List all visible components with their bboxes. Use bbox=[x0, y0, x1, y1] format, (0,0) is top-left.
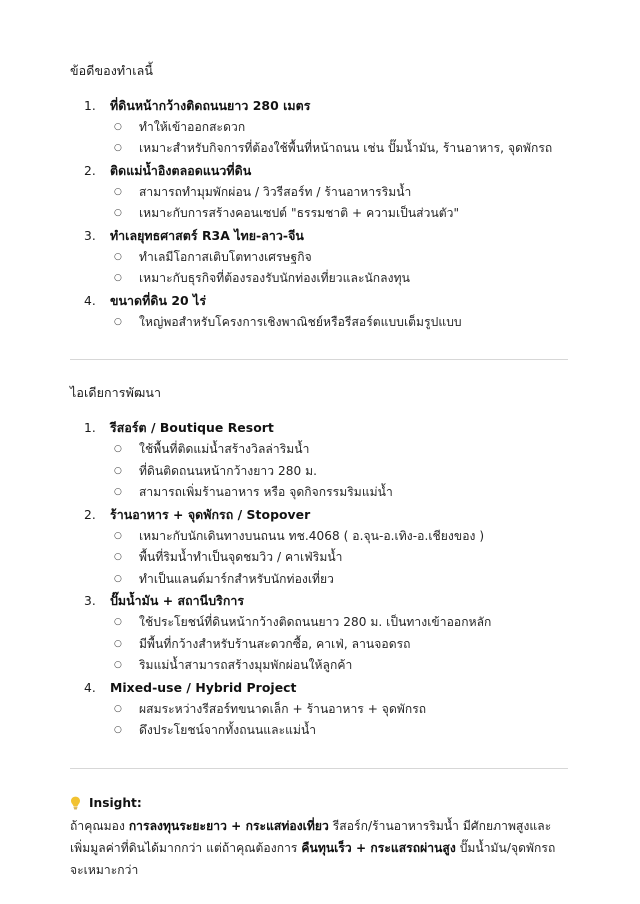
circle-bullet-icon: ○ bbox=[114, 316, 122, 327]
sub-list-item-text: พื้นที่ริมน้ำทำเป็นจุดชมวิว / คาเฟ่ริมน้ำ bbox=[139, 550, 343, 564]
sub-list bbox=[110, 117, 568, 160]
sub-list-item bbox=[110, 182, 568, 204]
list-marker: 4. bbox=[84, 293, 96, 308]
sub-list-item bbox=[110, 720, 568, 742]
list-item bbox=[70, 590, 568, 677]
sub-list-item-text: ใหญ่พอสำหรับโครงการเชิงพาณิชย์หรือรีสอร์ตแบบเต็มรูปแบบ bbox=[139, 314, 462, 329]
sub-list-item bbox=[110, 247, 568, 269]
list-item bbox=[70, 417, 568, 504]
list-item-title: ปั๊มน้ำมัน + สถานีบริการ bbox=[110, 593, 245, 608]
list-item bbox=[70, 95, 568, 160]
section-divider bbox=[70, 768, 568, 769]
sub-list-item-text: ดึงประโยชน์จากทั้งถนนและแม่น้ำ bbox=[139, 723, 317, 737]
section-development-ideas bbox=[70, 384, 568, 741]
list-item-title: รีสอร์ต / Boutique Resort bbox=[110, 420, 274, 435]
section-heading-advantages: ข้อดีของทำเลนี้ bbox=[70, 63, 154, 78]
insight-line2-part1: มูลค่าที่ดินได้มากกว่า แต่ถ้าคุณต้องการ bbox=[90, 840, 302, 855]
sub-list-item bbox=[110, 655, 568, 677]
sub-list-item bbox=[110, 699, 568, 721]
sub-list bbox=[110, 312, 568, 334]
sub-list-item-text: ทำเลมีโอกาสเติบโตทางเศรษฐกิจ bbox=[139, 249, 312, 264]
list-marker: 1. bbox=[84, 98, 96, 113]
insight-line1-part1: ถ้าคุณมอง bbox=[70, 818, 129, 833]
sub-list-item bbox=[110, 117, 568, 139]
sub-list-item bbox=[110, 203, 568, 225]
development-ideas-list bbox=[70, 417, 568, 742]
sub-list-item-text: เหมาะสำหรับกิจการที่ต้องใช้พื้นที่หน้าถนน เช่น ปั๊มน้ำมัน, ร้านอาหาร, จุดพักรถ bbox=[139, 141, 553, 156]
sub-list-item-text: ที่ดินติดถนนหน้ากว้างยาว 280 ม. bbox=[139, 463, 318, 478]
sub-list-item-text: ใช้พื้นที่ติดแม่น้ำสร้างวิลล่าริมน้ำ bbox=[139, 442, 310, 456]
section-advantages bbox=[70, 62, 568, 333]
sub-list-item-text: เหมาะกับธุรกิจที่ต้องรองรับนักท่องเที่ยวและนักลงทุน bbox=[139, 271, 410, 286]
circle-bullet-icon: ○ bbox=[114, 552, 122, 562]
circle-bullet-icon: ○ bbox=[114, 660, 122, 670]
list-item-title: Mixed-use / Hybrid Project bbox=[110, 679, 297, 695]
circle-bullet-icon: ○ bbox=[114, 444, 122, 454]
list-item bbox=[70, 504, 568, 591]
list-marker: 3. bbox=[84, 228, 96, 243]
list-item bbox=[70, 677, 568, 742]
list-item bbox=[70, 290, 568, 334]
insight-line2-part2: ปั๊มน้ำมัน/จุดพักรถจะเหมาะกว่า bbox=[70, 840, 556, 877]
insight-line2-bold: คืนทุนเร็ว + กระแสรถผ่านสูง bbox=[301, 840, 456, 855]
sub-list-item bbox=[110, 612, 568, 634]
sub-list bbox=[110, 699, 568, 742]
sub-list-item bbox=[110, 634, 568, 656]
sub-list-item bbox=[110, 312, 568, 334]
list-marker: 3. bbox=[84, 594, 96, 608]
list-item bbox=[70, 160, 568, 225]
list-marker: 2. bbox=[84, 507, 96, 522]
sub-list-item-text: ทำเป็นแลนด์มาร์กสำหรับนักท่องเที่ยว bbox=[139, 571, 335, 586]
sub-list-item bbox=[110, 138, 568, 160]
sub-list-item-text: มีพื้นที่กว้างสำหรับร้านสะดวกซื้อ, คาเฟ่, ลานจอดรถ bbox=[139, 636, 411, 651]
circle-bullet-icon: ○ bbox=[114, 251, 122, 262]
circle-bullet-icon: ○ bbox=[114, 121, 122, 132]
insight-line1-bold: การลงทุนระยะยาว + กระแสท่องเที่ยว bbox=[128, 818, 329, 833]
sub-list bbox=[110, 612, 568, 677]
list-item bbox=[70, 225, 568, 290]
sub-list-item-text: สามารถเพิ่มร้านอาหาร หรือ จุดกิจกรรมริมแม่น้ำ bbox=[139, 485, 393, 499]
sub-list-item bbox=[110, 569, 568, 591]
sub-list-item-text: เหมาะกับการสร้างคอนเซปต์ "ธรรมชาติ + ความเป็นส่วนตัว" bbox=[139, 206, 460, 221]
sub-list-item-text: ทำให้เข้าออกสะดวก bbox=[139, 119, 246, 134]
sub-list bbox=[110, 526, 568, 591]
list-item-title: ร้านอาหาร + จุดพักรถ / Stopover bbox=[110, 506, 311, 522]
sub-list-item bbox=[110, 482, 568, 504]
sub-list bbox=[110, 439, 568, 504]
circle-bullet-icon: ○ bbox=[114, 186, 122, 197]
sub-list-item bbox=[110, 461, 568, 483]
list-item-title: ขนาดที่ดิน 20 ไร่ bbox=[110, 292, 207, 308]
circle-bullet-icon: ○ bbox=[114, 638, 122, 649]
list-marker: 2. bbox=[84, 163, 96, 178]
section-divider bbox=[70, 359, 568, 360]
sub-list-item-text: เหมาะกับนักเดินทางบนถนน ทช.4068 ( อ.จุน-อ.เทิง-อ.เชียงของ ) bbox=[139, 528, 485, 543]
circle-bullet-icon: ○ bbox=[114, 703, 122, 714]
circle-bullet-icon: ○ bbox=[114, 530, 122, 541]
list-marker: 1. bbox=[84, 421, 96, 435]
sub-list bbox=[110, 247, 568, 290]
sub-list bbox=[110, 182, 568, 225]
sub-list-item-text: ริมแม่น้ำสามารถสร้างมุมพักผ่อนให้ลูกค้า bbox=[139, 658, 353, 672]
insight-line1-part2: รีสอร์ก/ร้านอาหารริมน้ำ มีศักยภาพสูงและเพิ่ม bbox=[70, 818, 552, 855]
circle-bullet-icon: ○ bbox=[114, 208, 122, 219]
insight-block bbox=[70, 793, 568, 881]
insight-header bbox=[70, 793, 568, 813]
sub-list-item-text: ใช้ประโยชน์ที่ดินหน้ากว้างติดถนนยาว 280 ม. เป็นทางเข้าออกหลัก bbox=[139, 615, 492, 629]
insight-label: Insight: bbox=[89, 795, 142, 810]
insight-text bbox=[70, 815, 568, 881]
circle-bullet-icon: ○ bbox=[114, 573, 122, 584]
list-item-title: ที่ดินหน้ากว้างติดถนนยาว 280 เมตร bbox=[110, 97, 311, 113]
sub-list-item bbox=[110, 526, 568, 548]
circle-bullet-icon: ○ bbox=[114, 487, 122, 497]
list-marker: 4. bbox=[84, 680, 96, 695]
circle-bullet-icon: ○ bbox=[114, 465, 122, 476]
circle-bullet-icon: ○ bbox=[114, 725, 122, 735]
sub-list-item-text: สามารถทำมุมพักผ่อน / วิวรีสอร์ท / ร้านอาหารริมน้ำ bbox=[139, 184, 412, 199]
list-item-title: ทำเลยุทธศาสตร์ R3A ไทย-ลาว-จีน bbox=[110, 227, 304, 243]
sub-list-item-text: ผสมระหว่างรีสอร์ทขนาดเล็ก + ร้านอาหาร + จุดพักรถ bbox=[139, 701, 427, 716]
advantages-list bbox=[70, 95, 568, 334]
sub-list-item bbox=[110, 547, 568, 569]
sub-list-item bbox=[110, 268, 568, 290]
list-item-title: ติดแม่น้ำอิงตลอดแนวที่ดิน bbox=[110, 162, 252, 178]
circle-bullet-icon: ○ bbox=[114, 143, 122, 154]
lightbulb-icon bbox=[70, 796, 81, 810]
sub-list-item bbox=[110, 439, 568, 461]
circle-bullet-icon: ○ bbox=[114, 273, 122, 284]
circle-bullet-icon: ○ bbox=[114, 617, 122, 627]
section-heading-development-ideas: ไอเดียการพัฒนา bbox=[70, 385, 162, 401]
